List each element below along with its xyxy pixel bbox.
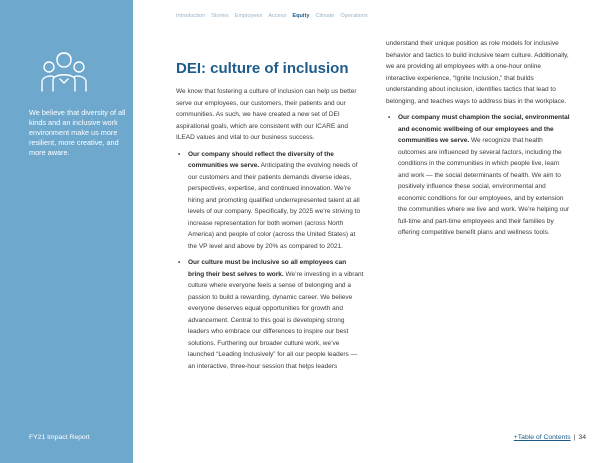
continued-paragraph: understand their unique position as role models for inclusive behavior and tactics to build inclusive team culture. Additionally, we are providing all employees with a one-hour online interactive experience, “Ignite Inclusion,” that builds understanding about inclusion, identifies tactics that lead to belonging, and teaches ways to address bias in the workplace. (386, 40, 569, 105)
bullet-icon: • (178, 259, 181, 266)
nav-item-equity[interactable]: Equity (292, 13, 310, 19)
nav-item-operations[interactable]: Operations (340, 13, 368, 19)
table-of-contents-link[interactable]: +Table of Contents (513, 434, 571, 441)
bullet-body: Anticipating the evolving needs of our customers and their patients demands diverse ideas, perspectives, expertise, and continued innovation. We’re hiring and promoting qualified underrepresented talent at all levels of our company. Specifically, by 2025 we’re striving to increase representation for both women (across North America) and people of color (across the United States) at the VP level and above by 20% as compared to 2021. (188, 162, 361, 250)
bullet-body: We recognize that health outcomes are influenced by several factors, including the conditions in the communities in which people live, learn and work — the social determinants of health. We aim to positively influence these social, environmental and economic conditions for our employees, and by extension the communities where we live and work. We’re helping our full-time and part-time employees and their families by offering competitive benefit plans and wellness tools. (398, 137, 570, 236)
nav-item-employees[interactable]: Employees (234, 13, 263, 19)
bullet-heading: Our company must champion the social, environmental and economic wellbeing of our employees and the communities we serve. (398, 114, 570, 144)
bullet-inclusive-culture (176, 257, 364, 372)
nav-item-stories[interactable]: Stories (211, 13, 229, 19)
left-column (176, 86, 364, 372)
bullet-icon: • (388, 114, 391, 121)
section-nav (176, 13, 368, 19)
sidebar (0, 0, 133, 463)
bullet-body: We’re investing in a vibrant culture where everyone feels a sense of belonging and a passion to build a rewarding, dynamic career. We believe everyone deserves equal opportunities for growth and advancement. Central to this goal is developing strong leaders who embrace our differences to inspire our best solutions. Furthering our broader culture work, we’ve launched “Leading Inclusively” for all our people leaders — an interactive, three-hour session that helps leaders (188, 270, 364, 370)
nav-item-introduction[interactable]: Introduction (176, 13, 206, 19)
bullet-heading: Our company should reflect the diversity of the communities we serve. (188, 150, 334, 169)
bullet-diversity (176, 149, 364, 253)
nav-item-climate[interactable]: Climate (315, 13, 335, 19)
sidebar-statement: We believe that diversity of all kinds and an inclusive work environment make us more resilient, more creative, and more aware. (29, 108, 126, 157)
bullet-wellbeing (386, 112, 571, 239)
page-number: 34 (578, 434, 586, 441)
right-column (386, 38, 571, 239)
report-name: FY21 Impact Report (29, 434, 90, 441)
page-title: DEI: culture of inclusion (176, 60, 349, 77)
intro-paragraph: We know that fostering a culture of inclusion can help us better serve our employees, our customers, their patients and our communities. As such, we have created a new set of DEI aspirational goals, which are consistent with our ICARE and ILEAD values and vital to our business success. (176, 88, 357, 141)
nav-item-access[interactable]: Access (268, 13, 287, 19)
people-group-icon (40, 47, 88, 97)
footer-nav (514, 434, 586, 441)
footer-separator: | (573, 434, 576, 441)
bullet-heading: Our culture must be inclusive so all employees can bring their best selves to work. (188, 259, 347, 278)
bullet-icon: • (178, 150, 181, 158)
